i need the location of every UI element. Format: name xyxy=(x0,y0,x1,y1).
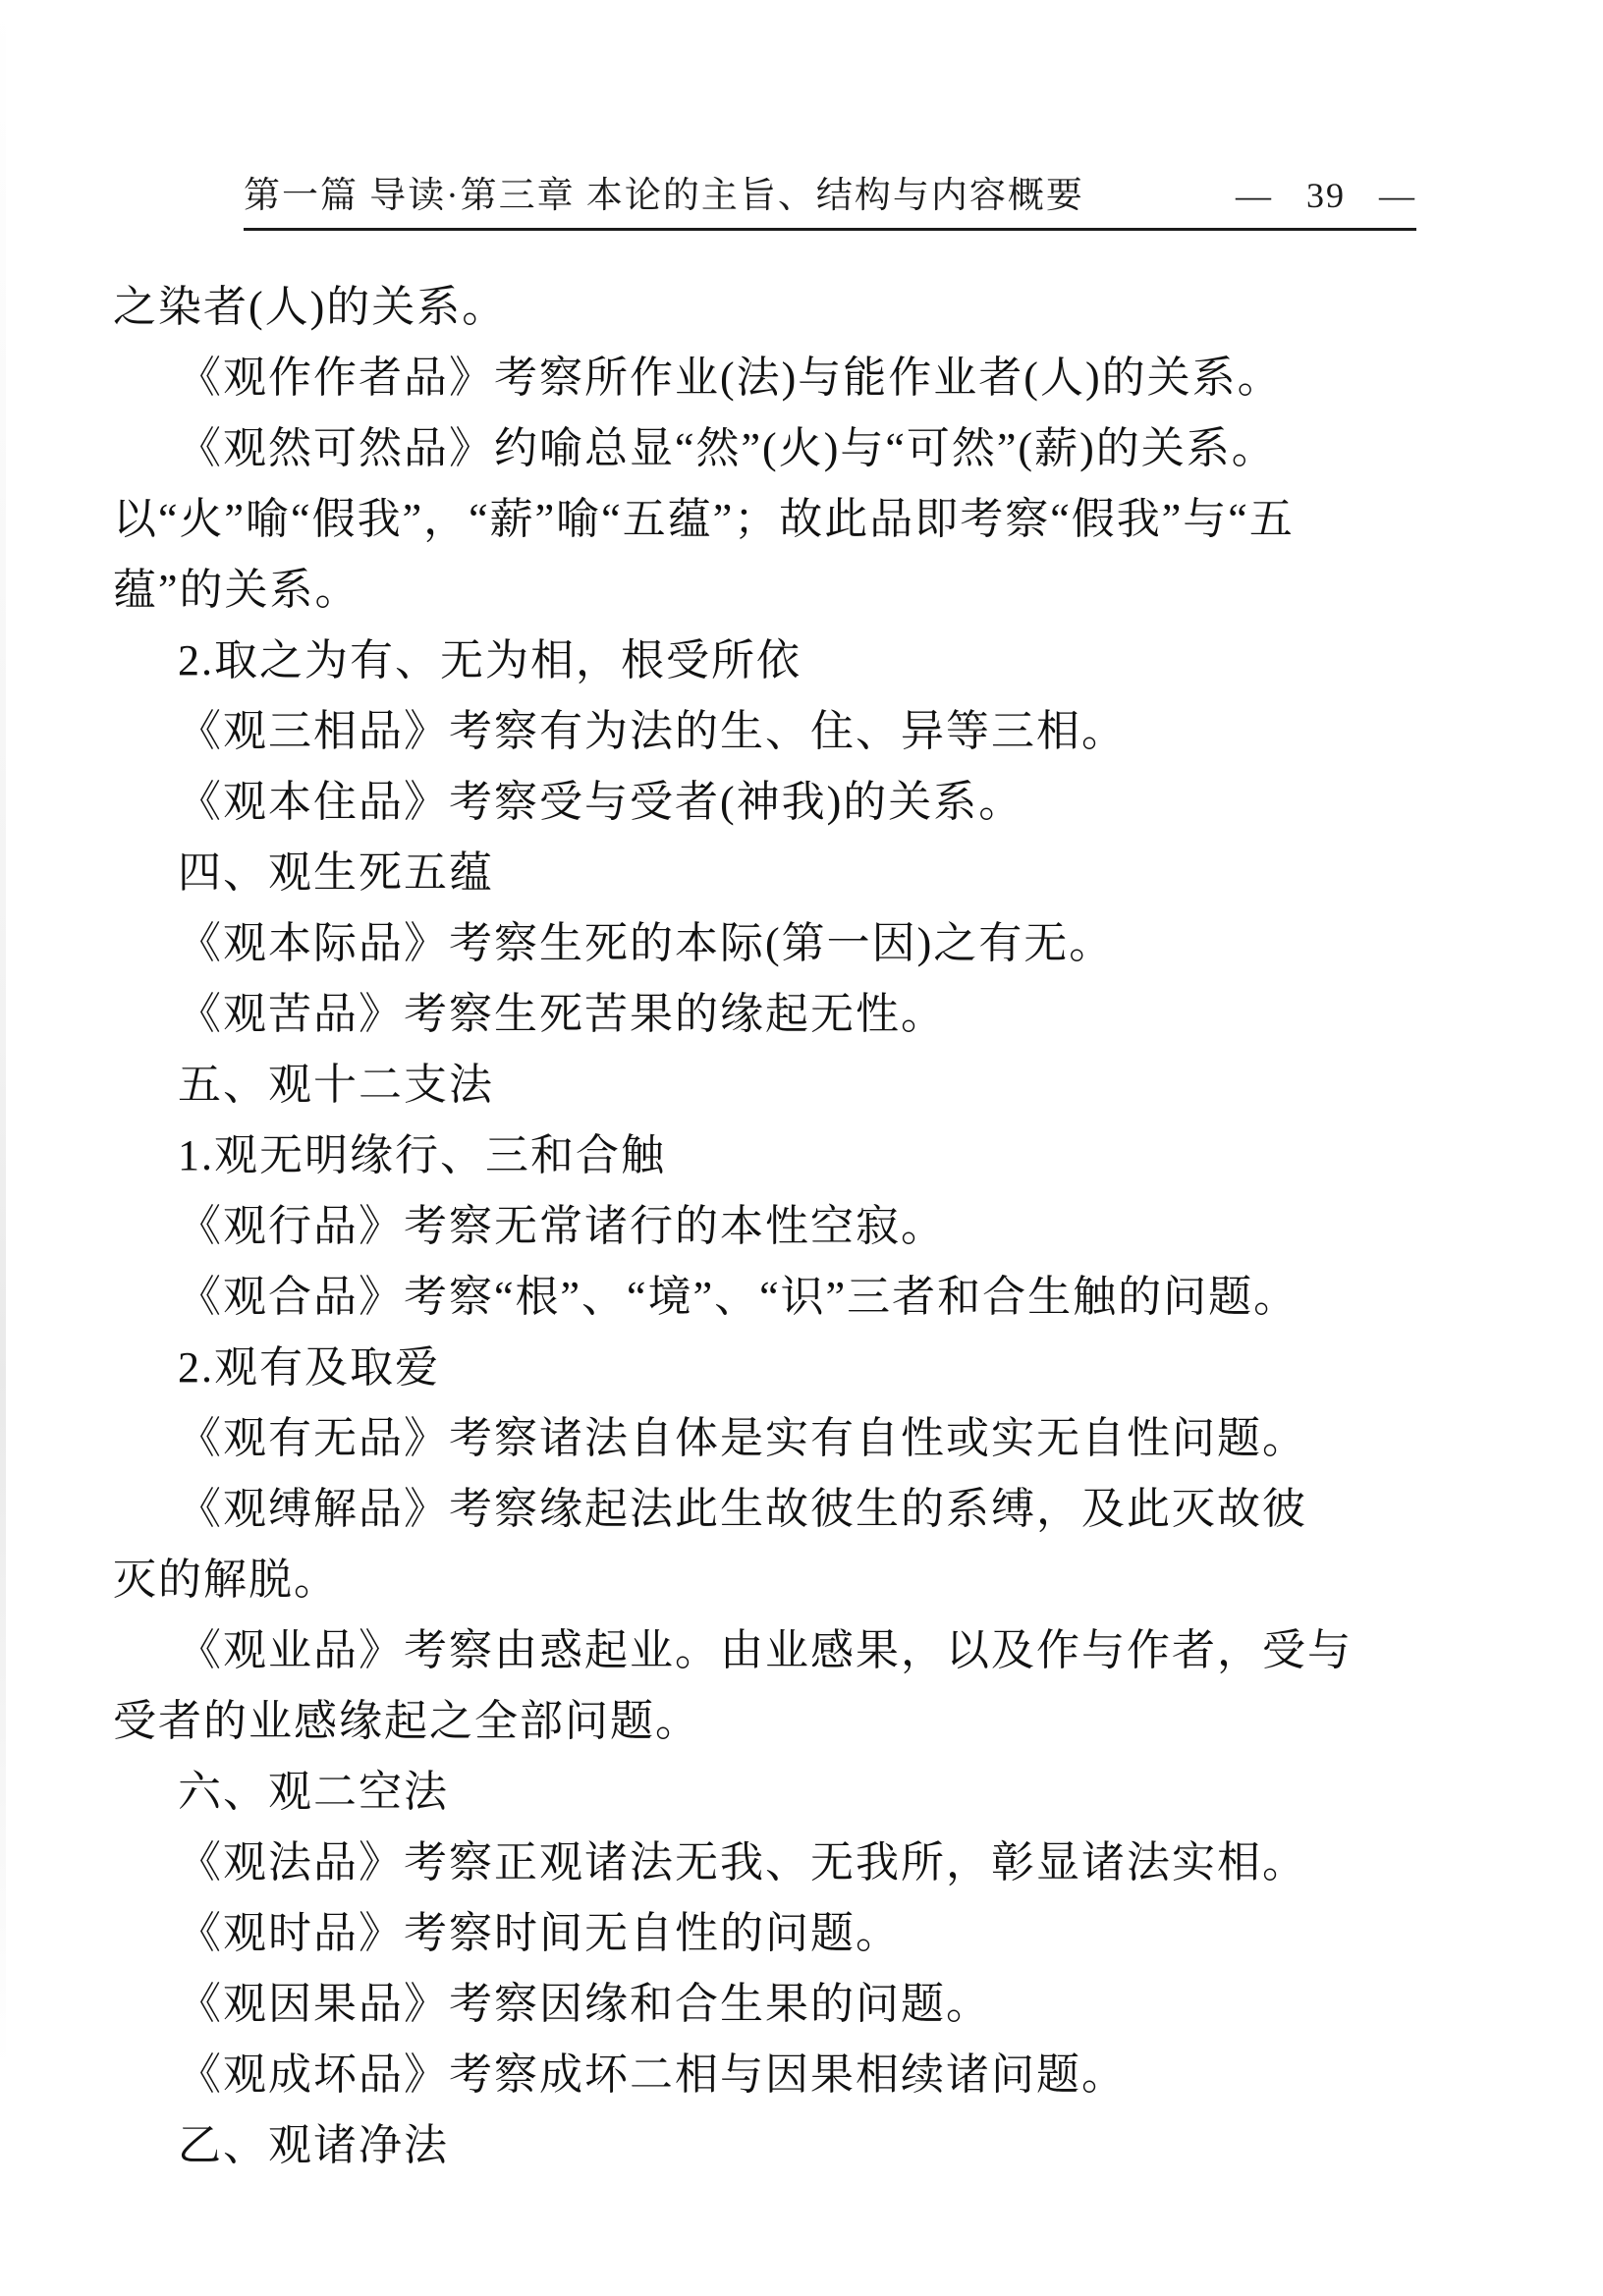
text-line: 灭的解脱。 xyxy=(113,1556,339,1604)
text-line: 《观行品》考察无常诸行的本性空寂。 xyxy=(178,1202,946,1250)
text-line: 四、观生死五蕴 xyxy=(178,848,494,897)
page-header xyxy=(244,165,1416,231)
text-line: 《观本际品》考察生死的本际(第一因)之有无。 xyxy=(178,919,1115,967)
page-number-dash-right: — xyxy=(1379,176,1416,215)
text-line: 以“火”喻“假我”，“薪”喻“五蕴”；故此品即考察“假我”与“五 xyxy=(113,495,1295,543)
text-line: 《观作作者品》考察所作业(法)与能作业者(人)的关系。 xyxy=(178,354,1283,402)
text-line: 2.观有及取爱 xyxy=(178,1343,440,1392)
text-line: 《观缚解品》考察缘起法此生故彼生的系缚，及此灭故彼 xyxy=(178,1485,1307,1533)
text-line: 受者的业感缘起之全部问题。 xyxy=(113,1697,700,1745)
text-line: 2.取之为有、无为相，根受所依 xyxy=(178,636,802,684)
text-line: 《观本住品》考察受与受者(神我)的关系。 xyxy=(178,778,1024,826)
text-line: 《观然可然品》约喻总显“然”(火)与“可然”(薪)的关系。 xyxy=(178,424,1277,472)
text-line: 《观业品》考察由惑起业。由业感果，以及作与作者，受与 xyxy=(178,1626,1353,1674)
text-line: 《观时品》考察时间无自性的问题。 xyxy=(178,1909,901,1957)
page-number-dash-left: — xyxy=(1236,176,1273,215)
text-line: 《观苦品》考察生死苦果的缘起无性。 xyxy=(178,990,946,1038)
text-line: 《观合品》考察“根”、“境”、“识”三者和合生触的问题。 xyxy=(178,1273,1299,1321)
running-head-title: 第一篇 导读·第三章 本论的主旨、结构与内容概要 xyxy=(244,176,1084,216)
text-line: 《观成坏品》考察成坏二相与因果相续诸问题。 xyxy=(178,2050,1127,2099)
text-line: 《观因果品》考察因缘和合生果的问题。 xyxy=(178,1980,991,2028)
scan-edge-artifact xyxy=(0,0,6,2296)
text-line: 1.观无明缘行、三和合触 xyxy=(178,1131,666,1179)
text-line: 乙、观诸净法 xyxy=(178,2121,449,2169)
text-line: 《观三相品》考察有为法的生、住、异等三相。 xyxy=(178,707,1127,755)
page-number-group xyxy=(1236,175,1416,216)
text-line: 蕴”的关系。 xyxy=(113,566,360,614)
text-line: 之染者(人)的关系。 xyxy=(113,283,508,331)
text-line: 《观法品》考察正观诸法无我、无我所，彰显诸法实相。 xyxy=(178,1838,1307,1886)
text-line: 《观有无品》考察诸法自体是实有自性或实无自性问题。 xyxy=(178,1414,1307,1462)
text-line: 五、观十二支法 xyxy=(178,1061,494,1109)
text-line: 六、观二空法 xyxy=(178,1768,449,1816)
page-number: 39 xyxy=(1306,176,1346,215)
body-text xyxy=(113,272,1407,2181)
